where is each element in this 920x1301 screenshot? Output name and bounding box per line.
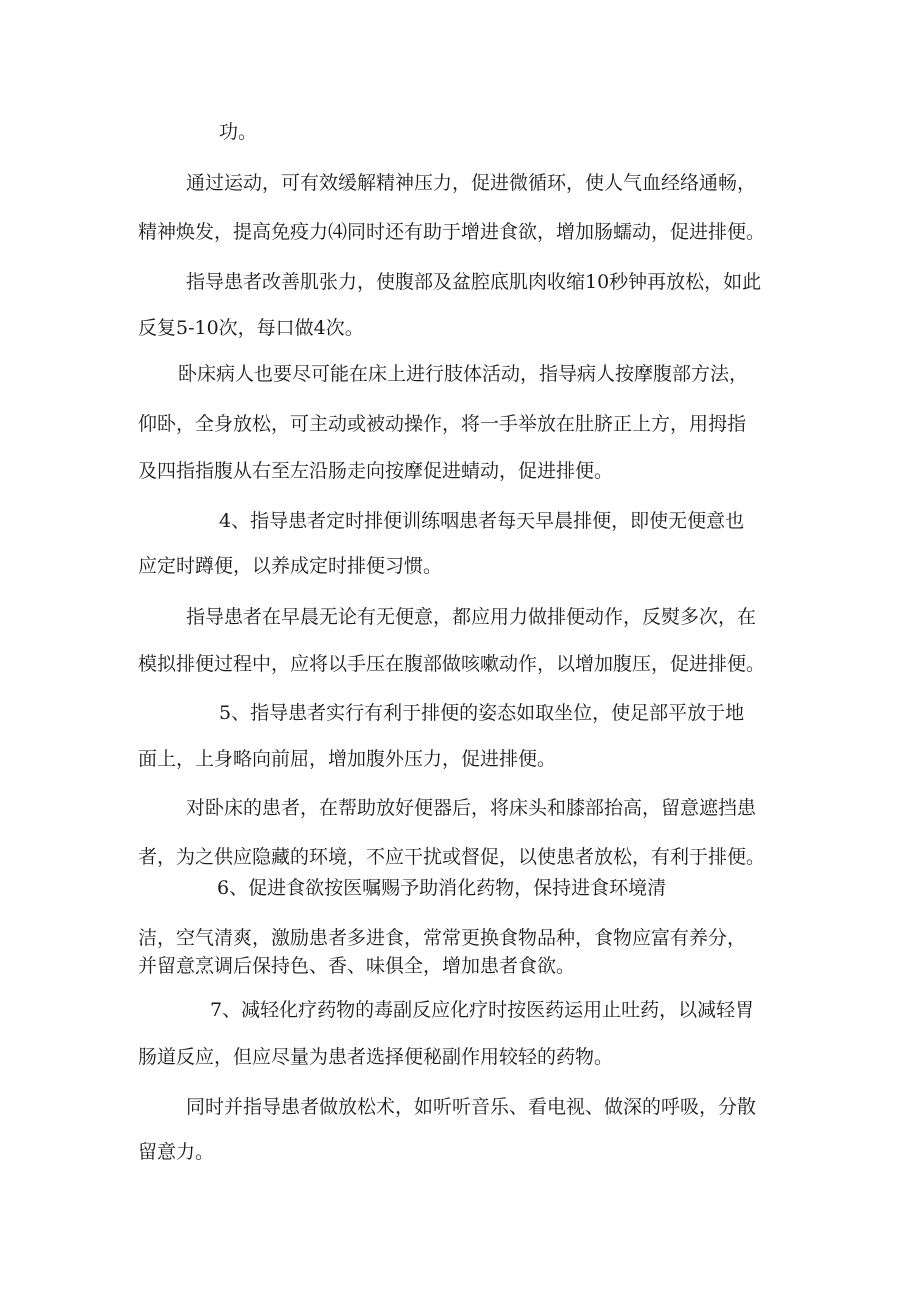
text-line: 指导患者在早晨无论有无便意，都应用力做排便动作，反熨多次，在 xyxy=(186,606,757,628)
text-line: 精神焕发，提高免疫力⑷同时还有助于增进食欲，增加肠蠕动，促进排便。 xyxy=(138,221,766,243)
text-line: 5、指导患者实行有利于排便的姿态如取坐位，使足部平放于地 xyxy=(219,702,745,724)
text-line: 7、减轻化疗药物的毒副反应化疗时按医药运用止吐药，以减轻胃 xyxy=(210,999,755,1021)
text-line: 并留意烹调后保持色、香、味俱全，增加患者食欲。 xyxy=(138,955,576,977)
text-line: 仰卧，全身放松，可主动或被动操作，将一手举放在肚脐正上方，用拇指 xyxy=(138,413,747,435)
text-line: 6、促进食欲按医嘱赐予助消化药物，保持进食环境清 xyxy=(217,877,667,899)
text-line: 面上，上身略向前屈，增加腹外压力，促进排便。 xyxy=(138,748,557,770)
text-line: 对卧床的患者，在帮助放好便器后，将床头和膝部抬高，留意遮挡患 xyxy=(186,797,757,819)
text-line: 功。 xyxy=(219,121,258,143)
text-line: 同时并指导患者做放松术，如听听音乐、看电视、做深的呼吸，分散 xyxy=(186,1096,757,1118)
text-line: 洁，空气清爽，激励患者多进食，常常更换食物品种，食物应富有养分， xyxy=(138,927,747,949)
text-line: 模拟排便过程中，应将以手压在腹部做咳嗽动作，以增加腹压，促进排便。 xyxy=(138,653,766,675)
text-line: 及四指指腹从右至左沿肠走向按摩促进蜻动，促进排便。 xyxy=(138,460,614,482)
text-line: 应定时蹲便，以养成定时排便习惯。 xyxy=(138,555,443,577)
text-line: 4、指导患者定时排便训练咽患者每天早晨排便，即使无便意也 xyxy=(219,510,745,532)
text-line: 卧床病人也要尽可能在床上进行肢体活动，指导病人按摩腹部方法， xyxy=(178,363,749,385)
text-line: 通过运动，可有效缓解精神压力，促进微循环，使人气血经络通畅， xyxy=(186,172,757,194)
text-line: 者，为之供应隐藏的环境，不应干扰或督促，以使患者放松，有利于排便。 xyxy=(138,846,766,868)
text-line: 指导患者改善肌张力，使腹部及盆腔底肌肉收缩10秒钟再放松，如此 xyxy=(186,271,762,293)
text-line: 留意力。 xyxy=(138,1141,215,1163)
text-line: 肠道反应，但应尽量为患者选择便秘副作用较轻的药物。 xyxy=(138,1046,614,1068)
text-line: 反复5-10次，每口做4次。 xyxy=(138,317,364,339)
